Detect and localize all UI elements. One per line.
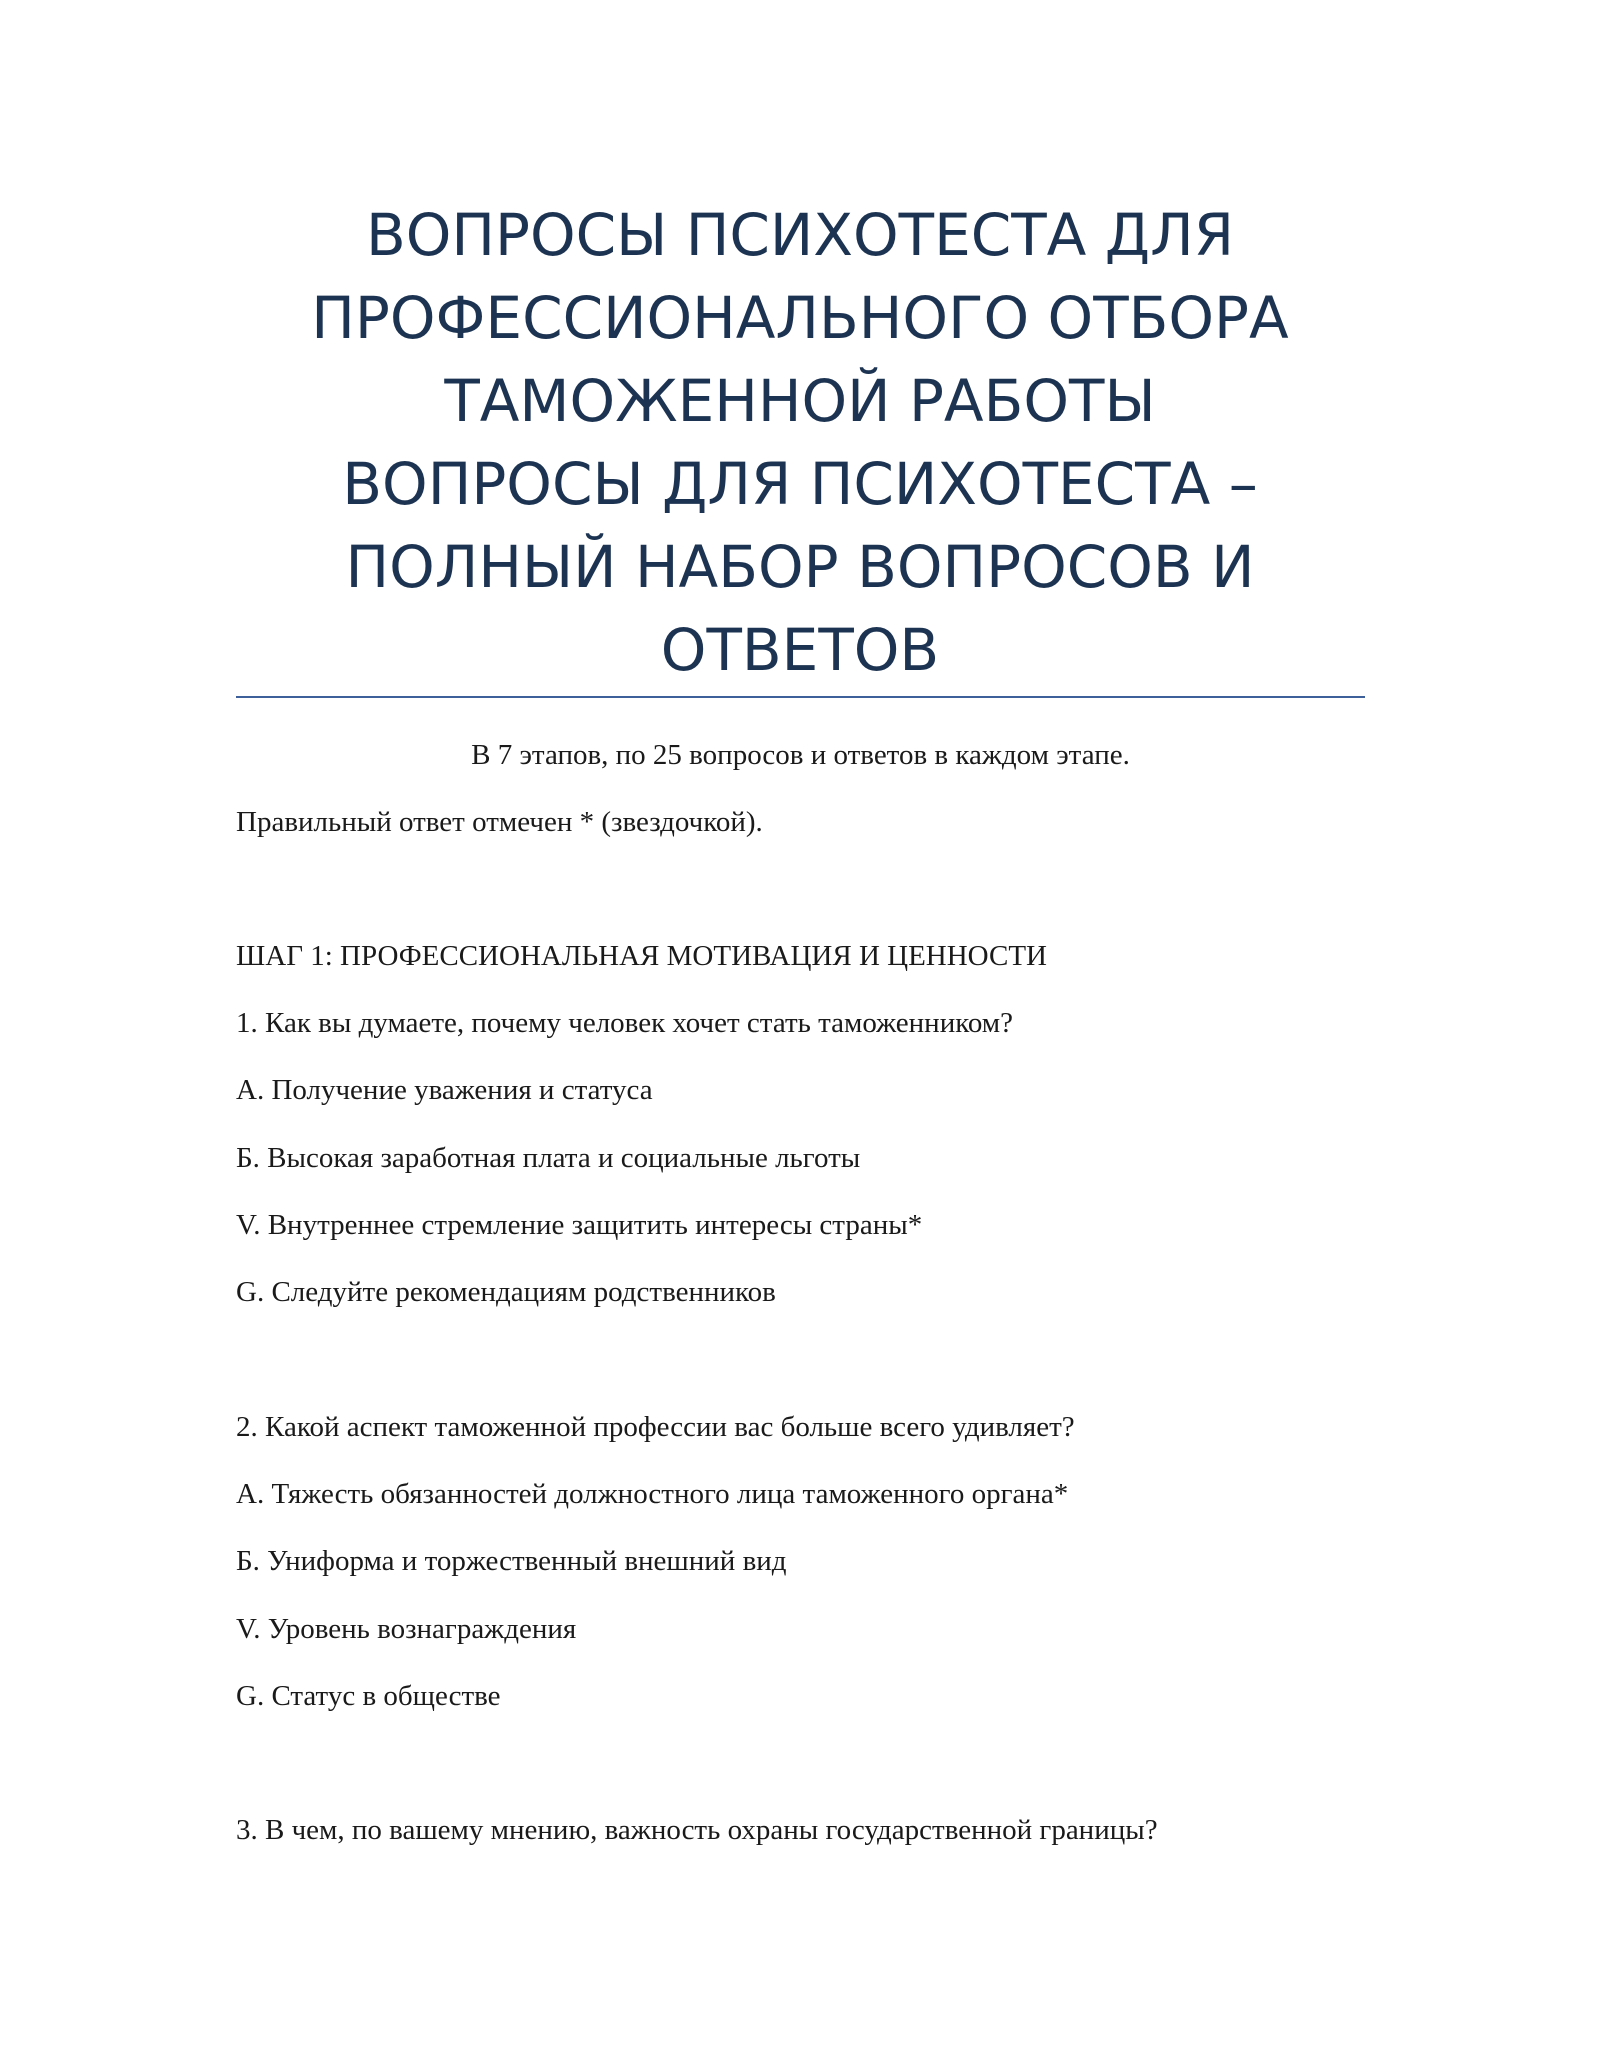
title-line: ОТВЕТОВ bbox=[660, 616, 940, 684]
title-line: ВОПРОСЫ ДЛЯ ПСИХОТЕСТА – bbox=[342, 450, 1258, 518]
note-text: Правильный ответ отмечен * (звездочкой). bbox=[236, 806, 763, 838]
title-line: ТАМОЖЕННОЙ РАБОТЫ bbox=[444, 367, 1156, 435]
answer-option: G. Статус в обществе bbox=[236, 1680, 501, 1712]
title-line: ВОПРОСЫ ПСИХОТЕСТА ДЛЯ bbox=[365, 201, 1235, 269]
answer-option: Б. Униформа и торжественный внешний вид bbox=[236, 1545, 787, 1577]
title-line: ПОЛНЫЙ НАБОР ВОПРОСОВ И bbox=[345, 533, 1255, 601]
answer-option: А. Получение уважения и статуса bbox=[236, 1074, 653, 1106]
answer-option-correct: V. Внутреннее стремление защитить интересы страны* bbox=[236, 1209, 923, 1241]
question-text: 2. Какой аспект таможенной профессии вас больше всего удивляет? bbox=[236, 1411, 1075, 1443]
answer-option: Б. Высокая заработная плата и социальные льготы bbox=[236, 1142, 861, 1174]
answer-option: G. Следуйте рекомендациям родственников bbox=[236, 1276, 776, 1308]
question-text: 1. Как вы думаете, почему человек хочет стать таможенником? bbox=[236, 1007, 1013, 1039]
intro-text: В 7 этапов, по 25 вопросов и ответов в каждом этапе. bbox=[471, 739, 1130, 771]
title-line: ПРОФЕССИОНАЛЬНОГО ОТБОРА bbox=[311, 284, 1289, 352]
document-title bbox=[236, 194, 1364, 692]
answer-option-correct: А. Тяжесть обязанностей должностного лица таможенного органа* bbox=[236, 1478, 1069, 1510]
answer-option: V. Уровень вознаграждения bbox=[236, 1613, 577, 1645]
step-heading: ШАГ 1: ПРОФЕССИОНАЛЬНАЯ МОТИВАЦИЯ И ЦЕННОСТИ bbox=[236, 940, 1047, 972]
question-text: 3. В чем, по вашему мнению, важность охраны государственной границы? bbox=[236, 1814, 1158, 1846]
title-divider bbox=[236, 696, 1365, 698]
